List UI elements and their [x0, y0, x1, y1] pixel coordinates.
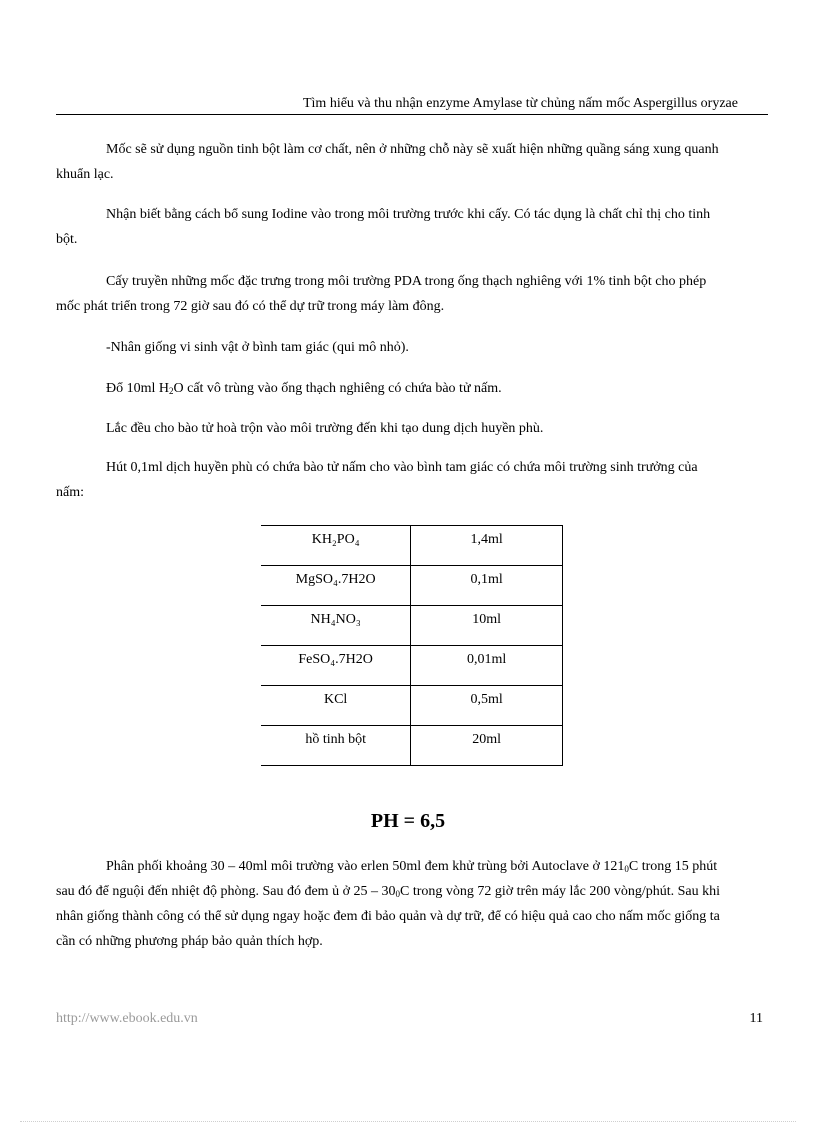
- amount-cell: 10ml: [411, 606, 563, 646]
- ph-heading: PH = 6,5: [370, 810, 446, 832]
- ingredient-cell: hồ tinh bột: [261, 726, 411, 766]
- paragraph-2: Nhận biết bằng cách bổ sung Iodine vào trong môi trường trước khi cấy. Có tác dụng là chất chỉ thị cho tinh bột.: [56, 207, 711, 247]
- ingredient-cell: MgSO₄.7H2O: [261, 566, 411, 606]
- final-subscript-2: 0: [395, 889, 400, 899]
- final-text-a: Phân phối khoảng 30 – 40ml môi trường vào erlen 50ml đem khử trùng bởi Autoclave ở 121: [106, 859, 625, 874]
- paragraph-7: Hút 0,1ml dịch huyền phù có chứa bào tử nấm cho vào bình tam giác có chứa môi trường sinh trưởng của nấm:: [56, 460, 698, 500]
- paragraph-4: -Nhân giống vi sinh vật ở bình tam giác (qui mô nhỏ).: [106, 340, 409, 355]
- final-text-b: C trong 15 phút sau đó để nguội đến nhiệt độ phòng. Sau đó đem ủ ở 25 – 30: [56, 859, 718, 899]
- p5-text-b: O cất vô trùng vào ống thạch nghiêng có chứa bào tử nấm.: [173, 381, 502, 396]
- culture-medium-table: [261, 525, 563, 766]
- paragraph-final: [56, 854, 728, 954]
- page-number: 11: [749, 1011, 763, 1026]
- header-title: Tìm hiểu và thu nhận enzyme Amylase từ chủng nấm mốc Aspergillus oryzae: [302, 96, 738, 111]
- ingredient-cell: KH₂PO₄: [261, 526, 411, 566]
- ingredient-cell: KCl: [261, 686, 411, 726]
- amount-cell: 0,1ml: [411, 566, 563, 606]
- amount-cell: 1,4ml: [411, 526, 563, 566]
- page-bottom-divider: [20, 1121, 796, 1122]
- amount-cell: 0,01ml: [411, 646, 563, 686]
- paragraph-1: Mốc sẽ sử dụng nguồn tinh bột làm cơ chất, nên ở những chỗ này sẽ xuất hiện những quầng sáng xung quanh khuẩn lạc.: [56, 142, 719, 182]
- table-row: [261, 566, 563, 606]
- table-row: [261, 606, 563, 646]
- table-row: [261, 526, 563, 566]
- table-row: [261, 726, 563, 766]
- table-row: [261, 686, 563, 726]
- paragraph-6: Lắc đều cho bào tử hoà trộn vào môi trường đến khi tạo dung dịch huyền phù.: [106, 421, 544, 436]
- p5-subscript: 2: [169, 386, 174, 396]
- paragraph-3: Cấy truyền những mốc đặc trưng trong môi trường PDA trong ống thạch nghiêng với 1% tinh bột cho phép mốc phát triển trong 72 giờ sau đó có thể dự trữ trong máy làm đông.: [56, 274, 707, 314]
- ingredient-cell: FeSO₄.7H2O: [261, 646, 411, 686]
- footer-url[interactable]: http://www.ebook.edu.vn: [56, 1011, 198, 1026]
- paragraph-5: [56, 376, 728, 401]
- page-header: [56, 96, 768, 115]
- amount-cell: 20ml: [411, 726, 563, 766]
- amount-cell: 0,5ml: [411, 686, 563, 726]
- p5-text-a: Đổ 10ml H: [106, 381, 169, 396]
- final-text-c: C trong vòng 72 giờ trên máy lắc 200 vòng/phút. Sau khi nhân giống thành công có thể sử dụng ngay hoặc đem đi bảo quản và dự trữ, để có hiệu quả cao cho nấm mốc giống ta cần có những phương pháp bảo quản thích hợp.: [56, 884, 721, 949]
- table-row: [261, 646, 563, 686]
- final-subscript-1: 0: [624, 864, 629, 874]
- ingredient-cell: NH₄NO₃: [261, 606, 411, 646]
